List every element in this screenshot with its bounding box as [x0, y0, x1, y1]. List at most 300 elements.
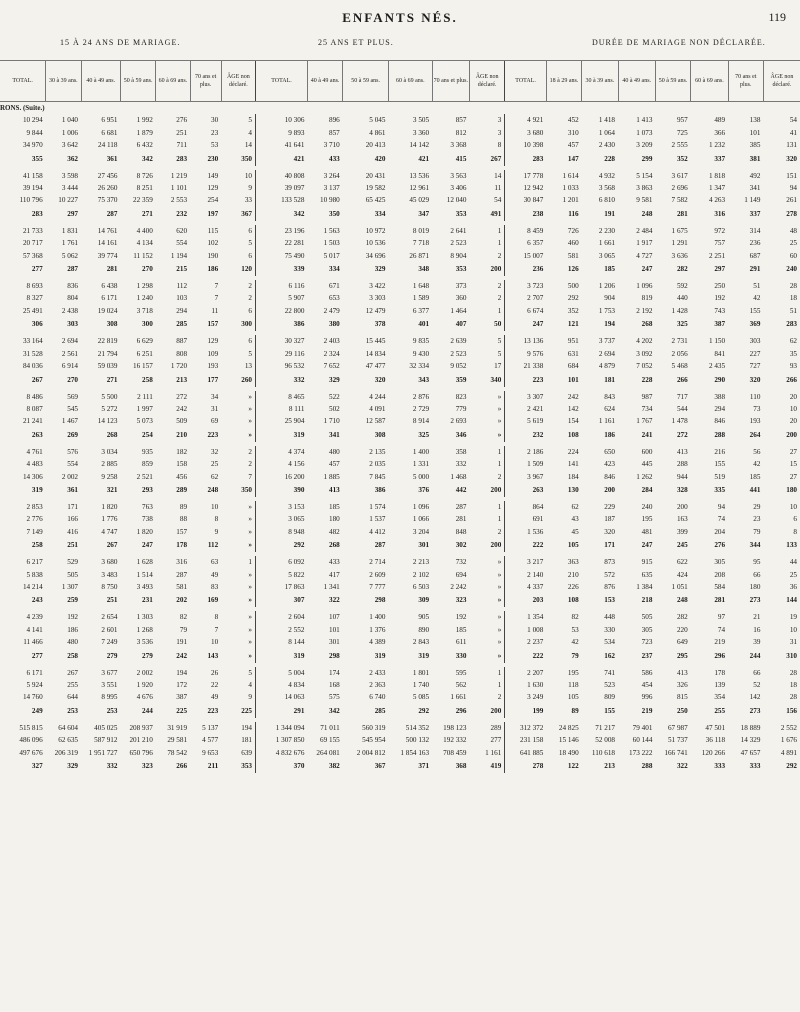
table-cell: 151 — [786, 171, 797, 180]
table-cell: 261 — [786, 196, 797, 205]
table-cell: 208 — [714, 570, 726, 579]
table-cell: 180 — [749, 582, 761, 591]
table-row — [0, 237, 800, 249]
table-cell: 545 954 — [362, 736, 386, 745]
table-cell: 31 528 — [22, 349, 43, 358]
table-cell: 1 467 — [61, 417, 79, 426]
table-cell: 554 — [176, 239, 188, 248]
table-cell: 355 — [31, 154, 43, 163]
table-cell: 121 — [567, 320, 579, 329]
page-number: 119 — [768, 10, 786, 24]
table-cell: 337 — [749, 209, 761, 218]
table-cell: 8 144 — [256, 636, 308, 648]
table-row — [0, 747, 800, 759]
table-cell: 4 263 — [708, 196, 726, 205]
table-cell: 199 — [505, 704, 547, 718]
section-title-undeclared: DURÉE DE MARIAGE NON DÉCLARÉE. — [592, 38, 766, 47]
table-cell: 3 307 — [505, 391, 547, 403]
table-cell: 9 653 — [202, 748, 219, 757]
table-cell: 819 — [641, 294, 653, 303]
table-cell: 200 — [676, 502, 688, 511]
column-header: 60 à 69 ans. — [156, 61, 190, 102]
table-cell: 1 — [497, 306, 502, 315]
table-cell: 1 503 — [323, 239, 340, 248]
table-cell: 1 376 — [369, 625, 386, 634]
table-cell: 192 — [67, 613, 79, 622]
table-cell: 9 052 — [450, 362, 467, 371]
table-cell: 3 617 — [671, 171, 688, 180]
table-cell: 505 — [641, 613, 653, 622]
table-cell: 14 761 — [97, 226, 118, 235]
table-cell: 1 885 — [323, 472, 340, 481]
table-cell: 622 — [676, 558, 688, 567]
table-cell: 1 920 — [136, 681, 153, 689]
table-cell: 5 017 — [323, 251, 340, 260]
table-cell: 22 — [211, 681, 219, 689]
section-titles — [0, 38, 800, 52]
table-cell: 2 694 — [61, 337, 79, 346]
table-cell: 454 — [641, 681, 653, 689]
table-cell: 278 — [505, 759, 547, 773]
column-header: TOTAL. — [256, 61, 308, 102]
table-cell: 1 478 — [671, 417, 688, 426]
table-cell: 220 — [676, 625, 688, 634]
table-cell: 732 — [455, 558, 467, 567]
table-cell: 352 — [676, 154, 688, 163]
table-cell: 69 155 — [320, 736, 340, 745]
table-cell: 723 — [641, 638, 653, 647]
table-cell: 44 — [789, 558, 797, 567]
table-cell: 717 — [676, 392, 688, 401]
table-cell: » — [497, 638, 502, 647]
table-cell: 2 — [248, 294, 253, 303]
table-cell: 180 — [328, 515, 340, 524]
table-cell: 155 — [714, 460, 726, 469]
table-cell: 2 — [248, 447, 253, 456]
table-cell: 416 — [67, 527, 79, 536]
table-cell: 1 384 — [636, 582, 653, 591]
table-cell: 1 767 — [636, 417, 653, 426]
table-cell: 18 490 — [558, 748, 579, 757]
table-cell: 248 — [676, 596, 688, 605]
table-cell: 500 — [567, 282, 579, 291]
table-cell: 174 — [328, 668, 340, 677]
table-cell: 804 — [67, 294, 79, 303]
table-cell: 222 — [505, 538, 547, 552]
table-cell: 222 — [505, 649, 547, 663]
table-cell: 6 438 — [101, 282, 118, 291]
table-cell: 10 — [211, 502, 219, 511]
table-cell: 8 465 — [256, 391, 308, 403]
table-cell: » — [497, 392, 502, 401]
table-cell: 94 — [717, 502, 726, 511]
table-cell: 2 696 — [671, 184, 688, 193]
table-cell: 353 — [455, 265, 467, 274]
table-cell: 905 — [418, 613, 430, 622]
table-cell: 268 — [106, 430, 118, 439]
table-cell: 200 — [490, 706, 502, 715]
table-cell: 380 — [328, 320, 340, 329]
table-cell: 266 — [176, 762, 188, 771]
table-cell: 24 118 — [97, 141, 118, 150]
table-cell: 53 — [571, 625, 579, 634]
table-cell: 2 731 — [671, 337, 688, 346]
table-cell: 270 — [67, 375, 79, 384]
table-cell: 62 — [571, 502, 579, 511]
table-cell: 305 — [714, 558, 726, 567]
table-cell: 421 — [418, 154, 430, 163]
table-cell: 243 — [31, 596, 43, 605]
table-cell: » — [248, 515, 253, 524]
table-body — [0, 102, 800, 778]
table-row — [0, 170, 800, 182]
table-cell: 168 — [328, 681, 340, 689]
column-header: 60 à 69 ans. — [691, 61, 728, 102]
table-cell: 319 — [418, 651, 430, 660]
table-cell: 42 — [753, 460, 761, 469]
average-row — [0, 483, 800, 497]
table-cell: 2 186 — [505, 446, 547, 458]
table-cell: 4 156 — [256, 458, 308, 470]
table-cell: 283 — [176, 154, 188, 163]
table-cell: 5 062 — [61, 251, 79, 260]
table-cell: 319 — [256, 649, 308, 663]
table-cell: 250 — [714, 282, 726, 291]
table-cell: 4 932 — [598, 171, 616, 180]
table-cell: 2 324 — [323, 349, 340, 358]
table-cell: 3 360 — [412, 128, 430, 137]
table-cell: 1 298 — [136, 282, 153, 291]
table-cell: 14 329 — [740, 736, 761, 745]
table-cell: 4 921 — [505, 114, 547, 126]
table-cell: 247 — [142, 541, 153, 550]
table-cell: 334 — [374, 209, 386, 218]
table-cell: 8 087 — [26, 404, 43, 413]
table-cell: 457 — [567, 141, 579, 150]
table-cell: 8 111 — [256, 403, 308, 415]
table-cell: 6 116 — [256, 280, 308, 292]
table-cell: 231 — [142, 596, 153, 605]
table-cell: 1 514 — [136, 570, 153, 579]
table-cell: 3 536 — [136, 638, 153, 647]
table-cell: 1 051 — [671, 582, 688, 591]
table-cell: 316 — [176, 558, 188, 567]
table-cell: 8 486 — [26, 392, 43, 401]
table-cell: 103 — [176, 294, 188, 303]
table-row — [0, 722, 800, 734]
table-cell: 186 — [207, 265, 219, 274]
table-cell: 224 — [567, 447, 579, 456]
table-cell: 1 354 — [505, 611, 547, 623]
average-row — [0, 704, 800, 718]
table-cell: 32 334 — [409, 362, 430, 371]
table-cell: 3 065 — [598, 251, 616, 260]
table-cell: 330 — [604, 625, 616, 634]
table-cell: 2 433 — [369, 668, 386, 677]
table-cell: 191 — [176, 638, 188, 647]
table-cell: 43 — [571, 515, 579, 524]
table-cell: 4 337 — [505, 581, 547, 593]
table-cell: 2 — [497, 282, 502, 291]
table-cell: 248 — [207, 485, 219, 494]
table-cell: 258 — [142, 375, 153, 384]
table-cell: 2 111 — [137, 392, 153, 401]
column-header: 50 à 59 ans. — [120, 61, 155, 102]
table-cell: 624 — [604, 404, 616, 413]
table-cell: 316 — [714, 209, 726, 218]
table-cell: 1 820 — [136, 527, 153, 536]
table-cell: 285 — [176, 320, 188, 329]
table-cell: 181 — [241, 736, 253, 745]
table-cell: 12 587 — [365, 417, 386, 426]
table-cell: 101 — [749, 128, 761, 137]
table-cell: 1 150 — [708, 337, 726, 346]
table-row — [0, 335, 800, 347]
table-cell: 6 — [248, 337, 253, 346]
table-cell: 268 — [328, 541, 340, 550]
table-cell: 11 — [494, 184, 502, 193]
table-cell: 186 — [604, 430, 616, 439]
table-cell: 66 — [753, 668, 761, 677]
table-cell: 289 — [176, 485, 188, 494]
table-cell: 105 — [567, 693, 579, 702]
table-cell: 79 401 — [632, 723, 653, 732]
table-cell: 200 — [786, 430, 797, 439]
table-cell: 32 — [211, 447, 219, 456]
table-cell: 195 — [567, 668, 579, 677]
table-cell: » — [248, 638, 253, 647]
table-cell: 4 239 — [26, 613, 43, 622]
table-cell: 734 — [641, 404, 653, 413]
table-cell: 2 853 — [26, 502, 43, 511]
table-cell: 12 961 — [409, 184, 430, 193]
table-cell: 7 — [248, 472, 253, 481]
table-cell: 253 — [106, 706, 118, 715]
table-cell: 1 — [497, 226, 502, 235]
table-cell: 11 466 — [23, 638, 43, 647]
table-cell: 836 — [67, 282, 79, 291]
table-cell: 47 501 — [705, 723, 726, 732]
table-cell: 7 052 — [636, 362, 653, 371]
table-cell: 6 674 — [505, 305, 547, 317]
table-cell: 9 576 — [505, 348, 547, 360]
table-cell: 292 — [786, 762, 797, 771]
table-cell: 264 — [749, 430, 761, 439]
table-cell: » — [497, 417, 502, 426]
table-cell: 1 307 — [61, 582, 79, 591]
table-cell: 4 891 — [780, 748, 797, 757]
table-cell: 1 — [497, 668, 502, 677]
table-cell: 62 — [211, 472, 219, 481]
table-cell: 59 039 — [97, 362, 118, 371]
table-cell: 51 737 — [667, 736, 688, 745]
table-cell: 4 374 — [256, 446, 308, 458]
table-cell: 600 — [641, 447, 653, 456]
table-cell: 367 — [241, 209, 253, 218]
table-cell: 5 907 — [256, 292, 308, 304]
table-cell: » — [248, 392, 253, 401]
table-cell: 203 — [505, 593, 547, 607]
table-cell: 250 — [676, 706, 688, 715]
table-cell: 10 980 — [320, 196, 340, 205]
table-cell: 24 825 — [558, 723, 579, 732]
table-cell: 153 — [604, 596, 616, 605]
table-cell: 1 — [497, 515, 502, 524]
table-cell: 276 — [176, 116, 188, 125]
table-cell: 4 832 676 — [256, 747, 308, 759]
table-cell: 292 — [256, 538, 308, 552]
table-cell: 687 — [749, 251, 761, 260]
table-cell: 322 — [328, 596, 340, 605]
table-row — [0, 691, 800, 703]
table-cell: 481 — [641, 527, 653, 536]
table-cell: 3 483 — [101, 570, 118, 579]
table-cell: » — [248, 502, 253, 511]
table-cell: » — [497, 404, 502, 413]
table-cell: 88 — [179, 515, 188, 524]
table-cell: 348 — [418, 265, 430, 274]
table-cell: 7 777 — [369, 582, 386, 591]
column-header: TOTAL. — [0, 61, 46, 102]
table-cell: 342 — [142, 154, 153, 163]
table-cell: 223 — [505, 373, 547, 387]
column-header: ÂGE non déclaré. — [763, 61, 800, 102]
table-cell: 287 — [176, 570, 188, 579]
table-cell: 171 — [67, 502, 79, 511]
table-cell: 684 — [567, 362, 579, 371]
table-cell: 272 — [676, 430, 688, 439]
table-cell: 3 422 — [369, 282, 386, 291]
table-cell: 327 — [31, 762, 43, 771]
table-cell: 187 — [604, 515, 616, 524]
table-cell: 158 — [176, 460, 188, 469]
table-cell: 1 — [497, 239, 502, 248]
table-cell: 3 — [497, 116, 502, 125]
table-cell: 360 — [455, 294, 467, 303]
table-cell: 213 — [604, 762, 616, 771]
table-cell: 282 — [676, 613, 688, 622]
table-cell: 180 — [786, 485, 797, 494]
table-cell: 386 — [256, 317, 308, 331]
table-cell: 1 413 — [636, 116, 653, 125]
table-cell: 192 — [455, 613, 467, 622]
table-cell: 10 306 — [256, 114, 308, 126]
table-cell: 587 912 — [94, 736, 118, 745]
table-cell: 1 574 — [369, 502, 386, 511]
table-cell: 5 924 — [26, 681, 43, 689]
table-cell: 2 — [497, 527, 502, 536]
table-cell: 232 — [176, 209, 188, 218]
table-cell: » — [248, 625, 253, 634]
table-cell: 7 652 — [323, 362, 340, 371]
table-cell: » — [248, 582, 253, 591]
table-cell: 915 — [641, 558, 653, 567]
table-cell: 9 — [248, 693, 253, 702]
table-cell: 41 — [789, 128, 797, 137]
table-cell: 5 272 — [101, 404, 118, 413]
table-cell: 69 — [211, 417, 219, 426]
table-cell: 14 306 — [22, 472, 43, 481]
average-row — [0, 207, 800, 221]
table-cell: 171 — [604, 541, 616, 550]
table-cell: 11 152 — [133, 251, 153, 260]
table-cell: 82 — [571, 613, 579, 622]
table-cell: 102 — [207, 239, 219, 248]
table-cell: 2 601 — [101, 625, 118, 634]
table-cell: 2 552 — [256, 624, 308, 636]
table-cell: 7 — [214, 625, 219, 634]
table-cell: 386 — [374, 485, 386, 494]
table-cell: 641 885 — [505, 747, 547, 759]
table-cell: 206 319 — [54, 748, 79, 757]
table-cell: 288 — [641, 762, 653, 771]
table-cell: 1 720 — [170, 362, 188, 371]
table-cell: 2 035 — [369, 460, 386, 469]
table-row — [0, 194, 800, 206]
table-cell: 399 — [676, 527, 688, 536]
table-cell: 227 — [749, 349, 761, 358]
table-cell: 131 — [786, 141, 797, 150]
table-cell: 27 — [789, 472, 797, 481]
table-cell: 366 — [714, 128, 726, 137]
table-cell: 115 — [207, 226, 219, 235]
table-cell: 6 251 — [136, 349, 153, 358]
table-row — [0, 611, 800, 623]
table-cell: » — [248, 417, 253, 426]
table-cell: 4 412 — [369, 527, 386, 536]
table-cell: 232 — [505, 428, 547, 442]
table-cell: 480 — [328, 447, 340, 456]
table-cell: 1 468 — [450, 472, 467, 481]
table-cell: 298 — [374, 596, 386, 605]
table-cell: 14 760 — [22, 693, 43, 702]
table-cell: 346 — [455, 430, 467, 439]
table-cell: 51 — [753, 282, 761, 291]
table-cell: 27 — [789, 447, 797, 456]
table-cell: 2 885 — [101, 460, 118, 469]
table-cell: 18 — [789, 294, 797, 303]
table-cell: 808 — [176, 349, 188, 358]
table-cell: 581 — [176, 582, 188, 591]
table-cell: 16 157 — [133, 362, 153, 371]
table-cell: 2 230 — [598, 226, 616, 235]
table-cell: 277 — [490, 736, 502, 745]
table-cell: 45 029 — [409, 196, 430, 205]
table-cell: 157 — [207, 320, 219, 329]
table-cell: 7 — [214, 282, 219, 291]
table-cell: 25 — [211, 460, 219, 469]
table-cell: 279 — [106, 651, 118, 660]
table-cell: 323 — [142, 762, 153, 771]
table-cell: 31 — [211, 404, 219, 413]
table-cell: 245 — [676, 541, 688, 550]
table-cell: 9 835 — [412, 337, 430, 346]
table-cell: 282 — [676, 265, 688, 274]
table-cell: 2 002 — [61, 472, 79, 481]
table-cell: 1 240 — [136, 294, 153, 303]
table-cell: 14 063 — [256, 691, 308, 703]
table-cell: 6 — [248, 251, 253, 260]
table-cell: 576 — [67, 447, 79, 456]
table-cell: 260 — [241, 375, 253, 384]
table-header — [0, 61, 800, 102]
table-cell: 3 444 — [61, 184, 79, 193]
table-cell: 264 081 — [316, 748, 340, 757]
table-cell: 271 — [106, 375, 118, 384]
column-header: 40 à 49 ans. — [81, 61, 120, 102]
table-cell: 271 — [142, 209, 153, 218]
column-header: ÂGE non déclaré. — [221, 61, 255, 102]
